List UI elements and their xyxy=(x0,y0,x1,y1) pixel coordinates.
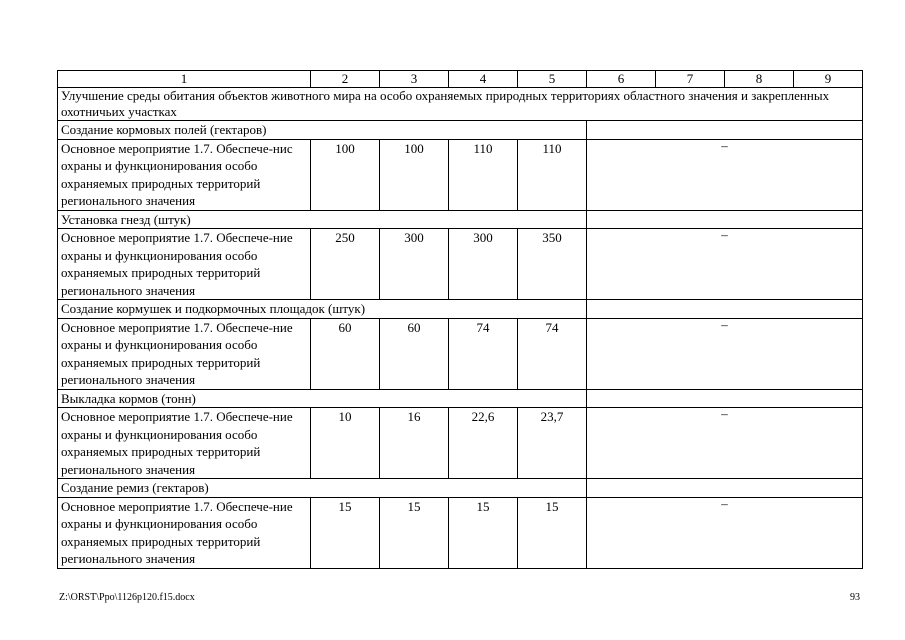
value-cell: 60 xyxy=(311,318,380,389)
value-cell: 350 xyxy=(518,229,587,300)
footer-file-path: Z:\ORST\Ppo\1126p120.f15.docx xyxy=(59,592,195,603)
column-number-cell: 9 xyxy=(794,71,863,88)
value-cell: 15 xyxy=(311,497,380,568)
dash-mark: – xyxy=(721,407,728,421)
column-number-cell: 6 xyxy=(587,71,656,88)
empty-cell xyxy=(587,210,863,229)
column-number-cell: 7 xyxy=(656,71,725,88)
section-heading: Установка гнезд (штук) xyxy=(58,210,587,229)
value-cell: 23,7 xyxy=(518,408,587,479)
page-number: 93 xyxy=(850,592,860,603)
value-cell: 74 xyxy=(449,318,518,389)
table-row xyxy=(58,229,863,300)
table-row xyxy=(58,139,863,210)
column-number-row xyxy=(58,71,863,88)
measure-text-cell: Основное мероприятие 1.7. Обеспече-ние охраны и функционирования особо охраняемых природных территорий регионального значения xyxy=(58,408,311,479)
empty-cell xyxy=(587,300,863,319)
dash-cell xyxy=(587,497,863,568)
empty-cell xyxy=(587,479,863,498)
value-cell: 60 xyxy=(380,318,449,389)
value-cell: 100 xyxy=(380,139,449,210)
section-heading: Создание кормовых полей (гектаров) xyxy=(58,121,587,140)
table-row xyxy=(58,318,863,389)
table-row xyxy=(58,497,863,568)
dash-cell xyxy=(587,318,863,389)
value-cell: 250 xyxy=(311,229,380,300)
measure-text-cell: Основное мероприятие 1.7. Обеспече-ние охраны и функционирования особо охраняемых природных территорий регионального значения xyxy=(58,229,311,300)
value-cell: 110 xyxy=(518,139,587,210)
column-number-cell: 4 xyxy=(449,71,518,88)
measure-text-cell: Основное мероприятие 1.7. Обеспече-ние охраны и функционирования особо охраняемых природных территорий регионального значения xyxy=(58,497,311,568)
measures-table xyxy=(57,70,863,569)
measure-text-cell: Основное мероприятие 1.7. Обеспече-ние охраны и функционирования особо охраняемых природных территорий регионального значения xyxy=(58,318,311,389)
column-number-cell: 8 xyxy=(725,71,794,88)
dash-mark: – xyxy=(721,318,728,332)
column-number-cell: 5 xyxy=(518,71,587,88)
value-cell: 22,6 xyxy=(449,408,518,479)
dash-mark: – xyxy=(721,497,728,511)
dash-cell xyxy=(587,139,863,210)
value-cell: 15 xyxy=(449,497,518,568)
value-cell: 15 xyxy=(380,497,449,568)
dash-mark: – xyxy=(721,139,728,153)
value-cell: 300 xyxy=(449,229,518,300)
empty-cell xyxy=(587,389,863,408)
table-row xyxy=(58,408,863,479)
empty-cell xyxy=(587,121,863,140)
section-heading: Выкладка кормов (тонн) xyxy=(58,389,587,408)
column-number-cell: 3 xyxy=(380,71,449,88)
dash-mark: – xyxy=(721,228,728,242)
value-cell: 10 xyxy=(311,408,380,479)
section-heading-row xyxy=(58,210,863,229)
section-heading-row xyxy=(58,479,863,498)
table-title-cell: Улучшение среды обитания объектов животного мира на особо охраняемых природных территориях областного значения и закрепленных охотничьих участках xyxy=(58,88,863,121)
value-cell: 110 xyxy=(449,139,518,210)
measure-text-cell: Основное мероприятие 1.7. Обеспече-нис охраны и функционирования особо охраняемых природных территорий регионального значения xyxy=(58,139,311,210)
table-title-row xyxy=(58,88,863,121)
dash-cell xyxy=(587,408,863,479)
column-number-cell: 2 xyxy=(311,71,380,88)
section-heading-row xyxy=(58,300,863,319)
value-cell: 300 xyxy=(380,229,449,300)
value-cell: 16 xyxy=(380,408,449,479)
section-heading: Создание кормушек и подкормочных площадок (штук) xyxy=(58,300,587,319)
section-heading-row xyxy=(58,121,863,140)
column-number-cell: 1 xyxy=(58,71,311,88)
value-cell: 74 xyxy=(518,318,587,389)
value-cell: 100 xyxy=(311,139,380,210)
value-cell: 15 xyxy=(518,497,587,568)
section-heading: Создание ремиз (гектаров) xyxy=(58,479,587,498)
dash-cell xyxy=(587,229,863,300)
section-heading-row xyxy=(58,389,863,408)
